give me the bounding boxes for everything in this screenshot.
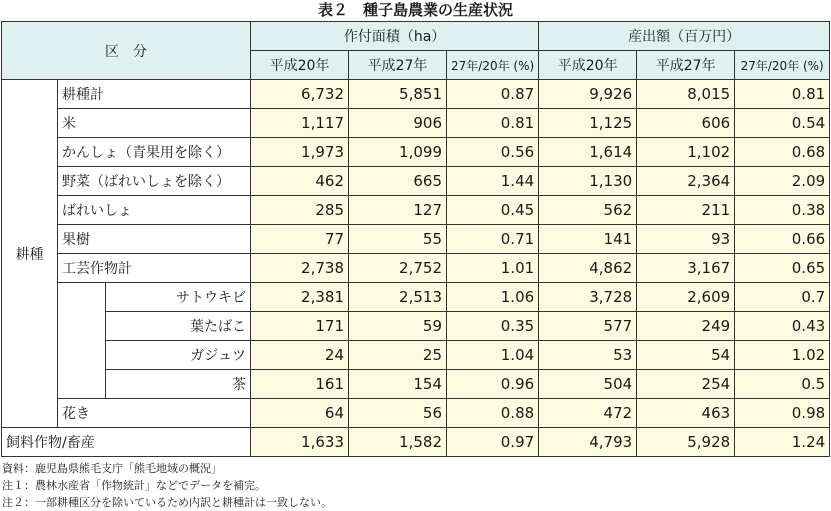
row-label: 花き bbox=[58, 399, 251, 428]
table-cell: 1,633 bbox=[251, 428, 349, 457]
table-cell: 0.71 bbox=[447, 225, 539, 254]
table-cell: 0.35 bbox=[447, 312, 539, 341]
table-cell: 1.04 bbox=[447, 341, 539, 370]
area-group-header: 作付面積（ha） bbox=[251, 22, 539, 51]
footnote: 注２：一部耕種区分を除いているため内訳と耕種計は一致しない。 bbox=[2, 496, 332, 509]
table-cell: 2,738 bbox=[251, 254, 349, 283]
table-cell: 1,614 bbox=[539, 138, 637, 167]
row-label: ガジュツ bbox=[106, 341, 251, 370]
column-header: 平成20年 bbox=[539, 51, 637, 80]
table-cell: 55 bbox=[349, 225, 447, 254]
column-header: 平成27年 bbox=[637, 51, 735, 80]
table-cell: 59 bbox=[349, 312, 447, 341]
table-row bbox=[2, 109, 830, 138]
table-row bbox=[2, 341, 830, 370]
table-cell: 1,130 bbox=[539, 167, 637, 196]
table-cell: 0.54 bbox=[735, 109, 830, 138]
table-cell: 0.81 bbox=[447, 109, 539, 138]
table-cell: 24 bbox=[251, 341, 349, 370]
source-note: 資料：鹿児島県熊毛支庁「熊毛地域の概況」 bbox=[2, 462, 222, 475]
table-row bbox=[2, 254, 830, 283]
table-title: 表２ 種子島農業の生産状況 bbox=[317, 1, 513, 19]
table-cell: 2,513 bbox=[349, 283, 447, 312]
table-cell: 0.38 bbox=[735, 196, 830, 225]
table-cell: 0.68 bbox=[735, 138, 830, 167]
table-row bbox=[2, 196, 830, 225]
production-table bbox=[1, 21, 830, 457]
table-cell: 0.97 bbox=[447, 428, 539, 457]
table-cell: 249 bbox=[637, 312, 735, 341]
table-cell: 463 bbox=[637, 399, 735, 428]
table-cell: 1.44 bbox=[447, 167, 539, 196]
table-cell: 77 bbox=[251, 225, 349, 254]
table-row bbox=[2, 167, 830, 196]
table-cell: 0.87 bbox=[447, 80, 539, 109]
table-row bbox=[2, 138, 830, 167]
table-cell: 0.81 bbox=[735, 80, 830, 109]
table-cell: 64 bbox=[251, 399, 349, 428]
table-cell: 141 bbox=[539, 225, 637, 254]
table-cell: 1,117 bbox=[251, 109, 349, 138]
row-label: かんしょ（青果用を除く） bbox=[58, 138, 251, 167]
table-cell: 1,973 bbox=[251, 138, 349, 167]
table-row bbox=[2, 428, 830, 457]
table-cell: 8,015 bbox=[637, 80, 735, 109]
row-label: ばれいしょ bbox=[58, 196, 251, 225]
table-cell: 462 bbox=[251, 167, 349, 196]
table-cell: 562 bbox=[539, 196, 637, 225]
table-cell: 665 bbox=[349, 167, 447, 196]
table-cell: 1.06 bbox=[447, 283, 539, 312]
table-cell: 53 bbox=[539, 341, 637, 370]
table-cell: 54 bbox=[637, 341, 735, 370]
value-group-header: 産出額（百万円） bbox=[539, 22, 830, 51]
category-header: 区 分 bbox=[2, 22, 251, 80]
table-cell: 5,851 bbox=[349, 80, 447, 109]
table-row bbox=[2, 312, 830, 341]
table-cell: 1,099 bbox=[349, 138, 447, 167]
table-row bbox=[2, 399, 830, 428]
table-cell: 0.43 bbox=[735, 312, 830, 341]
table-cell: 3,728 bbox=[539, 283, 637, 312]
table-cell: 2,381 bbox=[251, 283, 349, 312]
table-cell: 127 bbox=[349, 196, 447, 225]
row-label: 野菜（ばれいしょを除く） bbox=[58, 167, 251, 196]
table-cell: 1.01 bbox=[447, 254, 539, 283]
table-cell: 161 bbox=[251, 370, 349, 399]
table-cell: 171 bbox=[251, 312, 349, 341]
indent-cell bbox=[58, 283, 106, 399]
table-cell: 56 bbox=[349, 399, 447, 428]
side-label: 耕種 bbox=[2, 80, 58, 428]
table-cell: 1.02 bbox=[735, 341, 830, 370]
row-label: 果樹 bbox=[58, 225, 251, 254]
table-cell: 1.24 bbox=[735, 428, 830, 457]
table-cell: 1,125 bbox=[539, 109, 637, 138]
table-cell: 2,752 bbox=[349, 254, 447, 283]
column-header: 平成20年 bbox=[251, 51, 349, 80]
table-cell: 93 bbox=[637, 225, 735, 254]
table-row bbox=[2, 225, 830, 254]
column-header: 平成27年 bbox=[349, 51, 447, 80]
table-cell: 1,102 bbox=[637, 138, 735, 167]
table-cell: 0.88 bbox=[447, 399, 539, 428]
table-cell: 0.7 bbox=[735, 283, 830, 312]
table-cell: 4,793 bbox=[539, 428, 637, 457]
table-cell: 6,732 bbox=[251, 80, 349, 109]
table-cell: 0.66 bbox=[735, 225, 830, 254]
table-cell: 0.45 bbox=[447, 196, 539, 225]
table-cell: 606 bbox=[637, 109, 735, 138]
table-cell: 1,582 bbox=[349, 428, 447, 457]
table-cell: 906 bbox=[349, 109, 447, 138]
row-label: 葉たばこ bbox=[106, 312, 251, 341]
table-cell: 154 bbox=[349, 370, 447, 399]
table-cell: 285 bbox=[251, 196, 349, 225]
table-cell: 2,364 bbox=[637, 167, 735, 196]
footnotes bbox=[2, 460, 332, 511]
table-cell: 2.09 bbox=[735, 167, 830, 196]
table-cell: 254 bbox=[637, 370, 735, 399]
table-cell: 0.65 bbox=[735, 254, 830, 283]
row-label: サトウキビ bbox=[106, 283, 251, 312]
row-label: 工芸作物計 bbox=[58, 254, 251, 283]
table-cell: 2,609 bbox=[637, 283, 735, 312]
table-row bbox=[2, 80, 830, 109]
footnote: 注１：農林水産省「作物統計」などでデータを補完。 bbox=[2, 479, 266, 492]
table-cell: 25 bbox=[349, 341, 447, 370]
table-cell: 9,926 bbox=[539, 80, 637, 109]
row-label: 飼料作物/畜産 bbox=[2, 428, 251, 457]
row-label: 米 bbox=[58, 109, 251, 138]
row-label: 茶 bbox=[106, 370, 251, 399]
table-row bbox=[2, 370, 830, 399]
table-cell: 577 bbox=[539, 312, 637, 341]
table-row bbox=[2, 283, 830, 312]
table-cell: 0.98 bbox=[735, 399, 830, 428]
table-cell: 211 bbox=[637, 196, 735, 225]
column-header: 27年/20年 (%) bbox=[735, 51, 830, 80]
table-cell: 504 bbox=[539, 370, 637, 399]
table-cell: 0.96 bbox=[447, 370, 539, 399]
table-cell: 0.56 bbox=[447, 138, 539, 167]
table-cell: 0.5 bbox=[735, 370, 830, 399]
table-cell: 4,862 bbox=[539, 254, 637, 283]
table-cell: 3,167 bbox=[637, 254, 735, 283]
table-cell: 472 bbox=[539, 399, 637, 428]
table-cell: 5,928 bbox=[637, 428, 735, 457]
row-label: 耕種計 bbox=[58, 80, 251, 109]
column-header: 27年/20年 (%) bbox=[447, 51, 539, 80]
